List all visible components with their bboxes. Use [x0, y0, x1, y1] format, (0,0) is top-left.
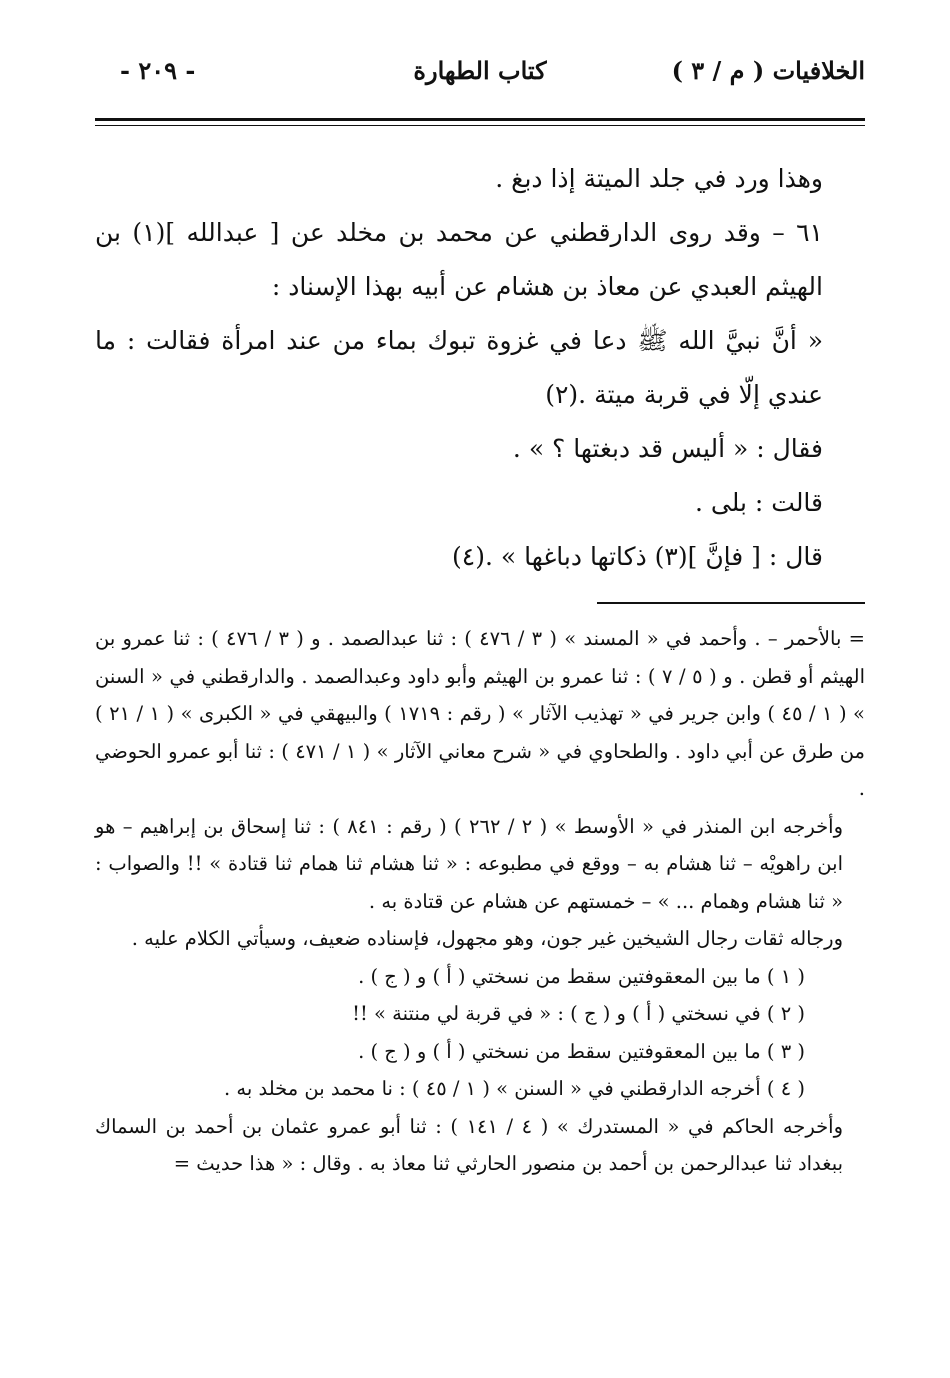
page-number: - ٢٠٩ -: [120, 56, 196, 85]
dialogue-line: قالت : بلى .: [694, 488, 823, 517]
footnote-1: ( ١ ) ما بين المعقوفتين سقط من نسختي ( أ ) و ( ج ) .: [358, 964, 805, 988]
hadith-number-paragraph: ٦١ – وقد روى الدارقطني عن محمد بن مخلد عن [ عبدالله ](١) بن الهيثم العبدي عن معاذ بن هشام عن أبيه بهذا الإسناد :: [95, 218, 823, 301]
book-title: الخلافيات ( م / ٣ ): [671, 56, 865, 85]
dialogue-line: قال : [ فإنَّ ](٣) ذكاتها دباغها » .(٤): [452, 542, 823, 571]
footnote-4: ( ٤ ) أخرجه الدارقطني في « السنن » ( ١ / ٤٥ ) : نا محمد بن مخلد به .: [223, 1077, 805, 1100]
footnote-4-continuation: وأخرجه الحاكم في « المستدرك » ( ٤ / ١٤١ ) : ثنا أبو عمرو عثمان بن أحمد بن السماك ببغداد ثنا عبدالرحمن بن أحمد بن منصور الحارثي ثنا معاذ به . وقال : « هذا حديث =: [95, 1114, 843, 1175]
main-text: [95, 152, 865, 584]
footnote-3: ( ٣ ) ما بين المعقوفتين سقط من نسختي ( أ ) و ( ج ) .: [358, 1039, 805, 1063]
hadith-text: « أنَّ نبيَّ الله ﷺ دعا في غزوة تبوك بماء من عند امرأة فقالت : ما عندي إلّا في قربة ميتة .(٢): [95, 326, 823, 409]
continued-footnote: ورجاله ثقات رجال الشيخين غير جون، وهو مجهول، فإسناده ضعيف، وسيأتي الكلام عليه .: [131, 927, 843, 950]
continued-footnote: = بالأحمر – . وأحمد في « المسند » ( ٣ / ٤٧٦ ) : ثنا عبدالصمد . و ( ٣ / ٤٧٦ ) : ثنا عمرو بن الهيثم أو قطن . و ( ٥ / ٧ ) : ثنا عمرو بن الهيثم وأبو داود وعبدالصمد . والدارقطني في « السنن » ( ١ / ٤٥ ) وابن جرير في « تهذيب الآثار » ( رقم : ١٧١٩ ) والبيهقي في « الكبرى » ( ١ / ٢١ ) من طرق عن أبي داود . والطحاوي في « شرح معاني الآثار » ( ١ / ٤٧١ ) : ثنا أبو عمرو الحوضي .: [95, 627, 866, 800]
continued-footnote: وأخرجه ابن المنذر في « الأوسط » ( ٢ / ٢٦٢ ) ( رقم : ٨٤١ ) : ثنا إسحاق بن إبراهيم – هو ابن راهويْه – ثنا هشام به – ووقع في مطبوعه : « ثنا هشام ثنا همام ثنا قتادة » !! والصواب : « ثنا هشام وهمام ... » – خمستهم عن هشام عن قتادة به .: [95, 814, 843, 913]
footnote-separator: [597, 602, 865, 604]
running-header: [95, 56, 865, 96]
body-paragraph: وهذا ورد في جلد الميتة إذا دبغ .: [495, 164, 823, 193]
footnotes-section: [95, 620, 865, 1183]
dialogue-line: فقال : « أليس قد دبغتها ؟ » .: [512, 434, 823, 463]
book-page: [95, 40, 865, 1340]
footnote-2: ( ٢ ) في نسختي ( أ ) و ( ج ) : « في قربة لي منتنة » !!: [352, 1002, 805, 1025]
chapter-title: كتاب الطهارة: [413, 56, 547, 85]
header-rule-thin: [95, 125, 865, 126]
header-rule-thick: [95, 118, 865, 121]
